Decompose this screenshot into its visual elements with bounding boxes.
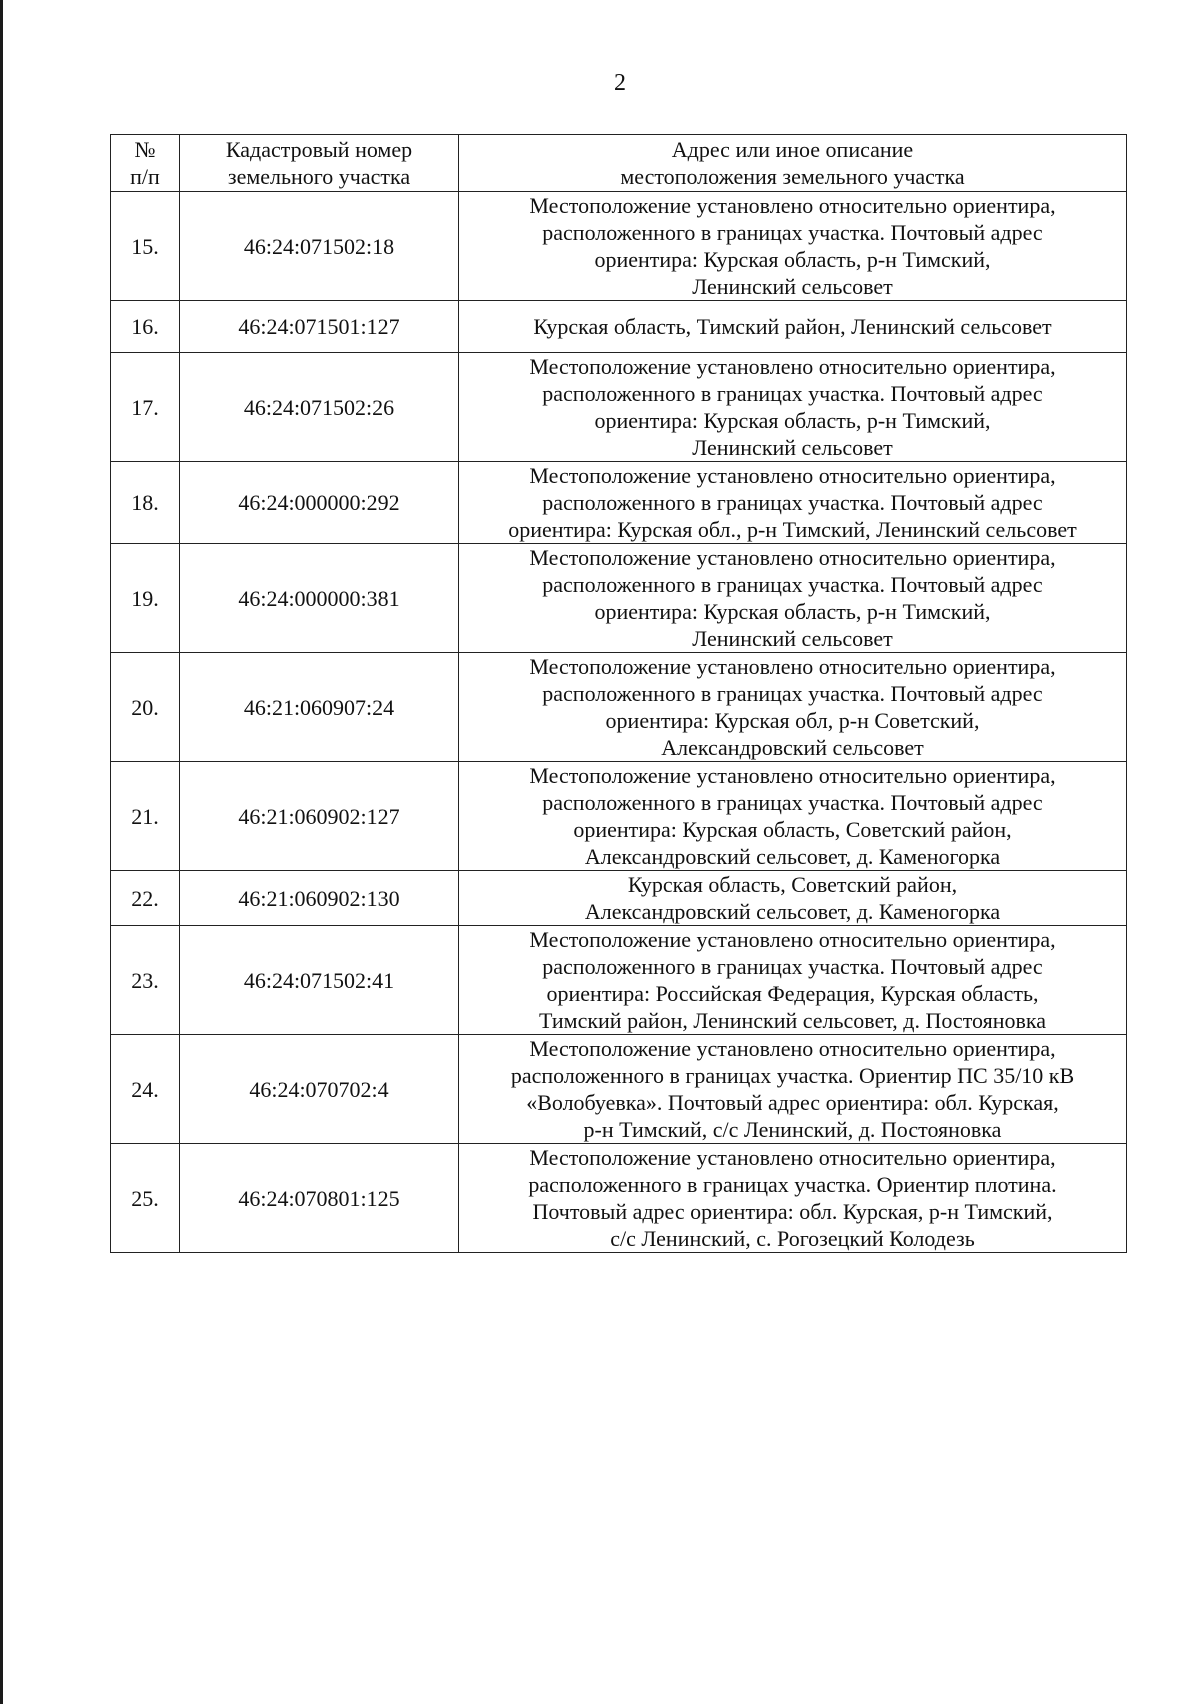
header-address [459, 135, 1127, 192]
address-line: расположенного в границах участка. Почтовый адрес [542, 490, 1043, 515]
address-line: расположенного в границах участка. Ориентир плотина. [528, 1172, 1057, 1197]
cadastral-number: 46:24:071502:18 [180, 192, 459, 301]
address-line: Александровский сельсовет, д. Каменогорка [584, 899, 1001, 924]
address-line: Александровский сельсовет [661, 735, 924, 760]
address-line: ориентира: Российская Федерация, Курская область, [546, 981, 1039, 1006]
address-line: ориентира: Курская область, р-н Тимский, [594, 247, 991, 272]
row-number: 20. [111, 653, 180, 762]
table-body [111, 192, 1127, 1253]
address-description [459, 353, 1127, 462]
address-description [459, 762, 1127, 871]
address-description [459, 871, 1127, 926]
row-number: 19. [111, 544, 180, 653]
address-line: ориентира: Курская область, р-н Тимский, [594, 408, 991, 433]
header-cadastral-number [180, 135, 459, 192]
table-row [111, 653, 1127, 762]
address-description [459, 462, 1127, 544]
table-row [111, 462, 1127, 544]
table-row [111, 544, 1127, 653]
address-description [459, 192, 1127, 301]
address-line: ориентира: Курская обл, р-н Советский, [605, 708, 980, 733]
cadastral-number: 46:21:060902:127 [180, 762, 459, 871]
row-number: 25. [111, 1144, 180, 1253]
table-row [111, 1035, 1127, 1144]
page-number: 2 [614, 70, 626, 96]
address-line: расположенного в границах участка. Почтовый адрес [542, 681, 1043, 706]
row-number: 18. [111, 462, 180, 544]
header-number [111, 135, 180, 192]
row-number: 21. [111, 762, 180, 871]
header-address-line: Адрес или иное описание [671, 137, 914, 162]
table-row [111, 353, 1127, 462]
address-description [459, 926, 1127, 1035]
address-line: расположенного в границах участка. Ориентир ПС 35/10 кВ [510, 1063, 1075, 1088]
table-header-row [111, 135, 1127, 192]
address-line: расположенного в границах участка. Почтовый адрес [542, 381, 1043, 406]
address-line: Александровский сельсовет, д. Каменогорка [584, 844, 1001, 869]
address-line: Курская область, Тимский район, Ленинский сельсовет [533, 314, 1052, 339]
address-line: Местоположение установлено относительно ориентира, [529, 545, 1056, 570]
scan-edge [0, 0, 3, 1704]
row-number: 24. [111, 1035, 180, 1144]
table-row [111, 1144, 1127, 1253]
address-description [459, 1144, 1127, 1253]
row-number: 17. [111, 353, 180, 462]
address-description [459, 1035, 1127, 1144]
address-description [459, 544, 1127, 653]
header-cadastral-line: земельного участка [227, 164, 411, 189]
cadastral-number: 46:21:060902:130 [180, 871, 459, 926]
address-line: Тимский район, Ленинский сельсовет, д. Постояновка [538, 1008, 1046, 1033]
address-line: расположенного в границах участка. Почтовый адрес [542, 954, 1043, 979]
address-line: Курская область, Советский район, [627, 872, 958, 897]
address-description [459, 653, 1127, 762]
table-row [111, 301, 1127, 353]
address-line: ориентира: Курская область, Советский район, [573, 817, 1012, 842]
row-number: 22. [111, 871, 180, 926]
address-line: Местоположение установлено относительно ориентира, [529, 463, 1056, 488]
cadastral-number: 46:24:070801:125 [180, 1144, 459, 1253]
table-row [111, 192, 1127, 301]
address-line: р-н Тимский, с/с Ленинский, д. Постояновка [583, 1117, 1002, 1142]
cadastral-number: 46:21:060907:24 [180, 653, 459, 762]
table-row [111, 762, 1127, 871]
address-line: Местоположение установлено относительно ориентира, [529, 654, 1056, 679]
header-number-line: п/п [130, 164, 160, 189]
address-line: расположенного в границах участка. Почтовый адрес [542, 572, 1043, 597]
land-plots-table [110, 134, 1127, 1253]
address-line: Местоположение установлено относительно ориентира, [529, 1145, 1056, 1170]
address-line: Местоположение установлено относительно ориентира, [529, 193, 1056, 218]
address-line: «Волобуевка». Почтовый адрес ориентира: обл. Курская, [526, 1090, 1059, 1115]
address-description [459, 301, 1127, 353]
address-line: Почтовый адрес ориентира: обл. Курская, р-н Тимский, [532, 1199, 1053, 1224]
header-address-line: местоположения земельного участка [620, 164, 965, 189]
row-number: 15. [111, 192, 180, 301]
cadastral-number: 46:24:000000:292 [180, 462, 459, 544]
table-row [111, 926, 1127, 1035]
table-row [111, 871, 1127, 926]
cadastral-number: 46:24:000000:381 [180, 544, 459, 653]
address-line: Местоположение установлено относительно ориентира, [529, 354, 1056, 379]
row-number: 16. [111, 301, 180, 353]
address-line: Ленинский сельсовет [692, 626, 893, 651]
address-line: с/с Ленинский, с. Рогозецкий Колодезь [610, 1226, 975, 1251]
address-line: Местоположение установлено относительно ориентира, [529, 763, 1056, 788]
cadastral-number: 46:24:071501:127 [180, 301, 459, 353]
cadastral-number: 46:24:070702:4 [180, 1035, 459, 1144]
address-line: расположенного в границах участка. Почтовый адрес [542, 790, 1043, 815]
cadastral-number: 46:24:071502:41 [180, 926, 459, 1035]
header-number-line: № [134, 137, 156, 162]
address-line: расположенного в границах участка. Почтовый адрес [542, 220, 1043, 245]
cadastral-number: 46:24:071502:26 [180, 353, 459, 462]
row-number: 23. [111, 926, 180, 1035]
header-cadastral-line: Кадастровый номер [225, 137, 413, 162]
address-line: Ленинский сельсовет [692, 274, 893, 299]
address-line: ориентира: Курская обл., р-н Тимский, Ленинский сельсовет [508, 517, 1077, 542]
address-line: Местоположение установлено относительно ориентира, [529, 927, 1056, 952]
address-line: Местоположение установлено относительно ориентира, [529, 1036, 1056, 1061]
address-line: Ленинский сельсовет [692, 435, 893, 460]
address-line: ориентира: Курская область, р-н Тимский, [594, 599, 991, 624]
